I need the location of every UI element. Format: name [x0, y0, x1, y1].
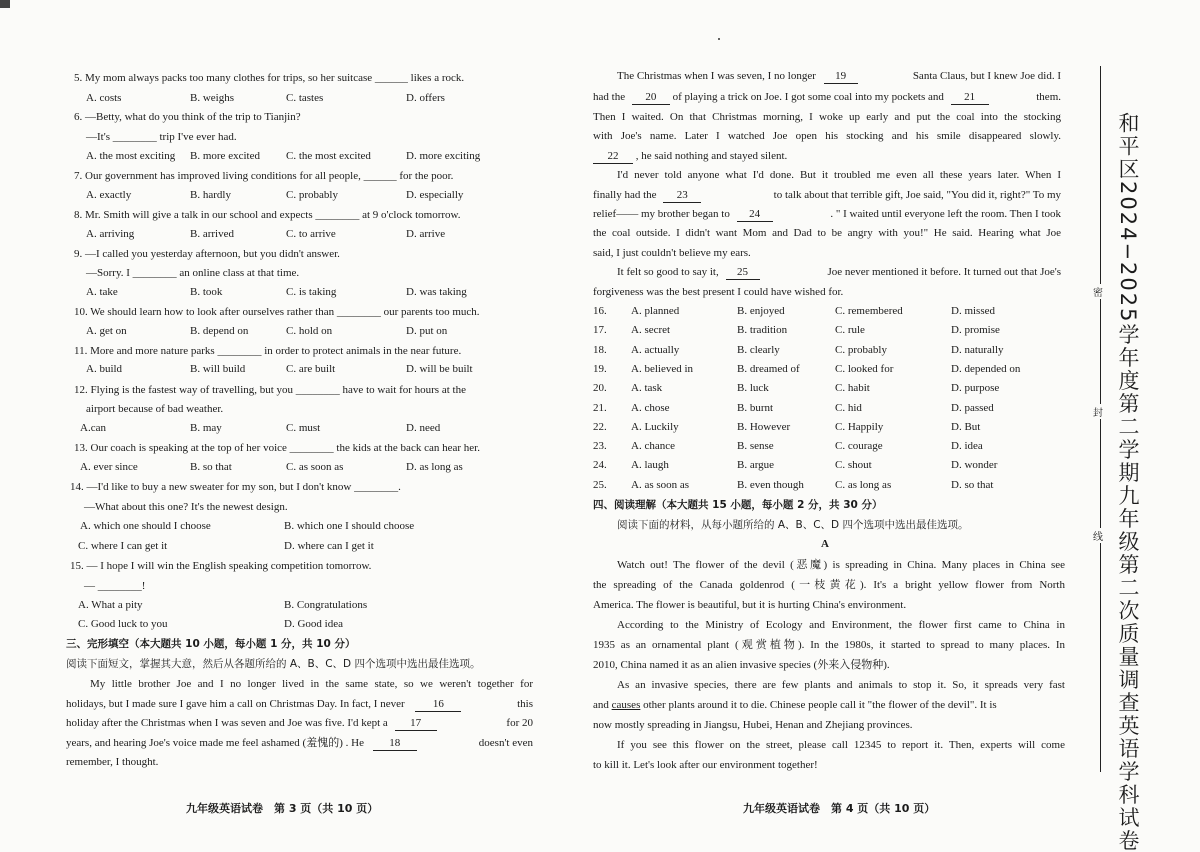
page-3	[0, 0, 585, 848]
section-4-title: 四、阅读理解（本大题共 15 小题，每小题 2 分，共 30 分）	[593, 499, 883, 511]
blank-19: 19	[824, 69, 858, 84]
reading-line-2: the spreading of the Canada goldenrod (一枝黄花). It's a bright yellow flower from North	[593, 579, 1065, 591]
reading-line-6: 2010, China named it as an alien invasive species (外来入侵物种).	[593, 659, 890, 671]
q5-option-b: B. weighs	[190, 92, 234, 104]
q11-option-d: D. will be built	[406, 363, 473, 375]
question-12: 12. Flying is the fastest way of travelling, but you ________ have to wait for hours at the	[74, 384, 466, 396]
passage-text: years, and hearing Joe's voice made me feel ashamed (羞愧的) . He	[66, 737, 364, 749]
cloze-option-a: A. as soon as	[631, 478, 690, 491]
reading-line-4: According to the Ministry of Ecology and Environment, the flower first came to China in	[617, 619, 1065, 631]
underlined-word-causes: causes	[611, 699, 641, 711]
cloze-option-number: 25.	[593, 478, 607, 491]
cloze-text: had the	[593, 91, 626, 103]
cloze-option-number: 24.	[593, 459, 607, 472]
q14-option-b: B. which one I should choose	[284, 520, 415, 532]
question-5: 5. My mom always packs too many clothes for trips, so her suitcase ______ likes a rock.	[74, 72, 465, 84]
reading-text: and	[593, 699, 609, 711]
passage-line-3	[66, 716, 533, 731]
cloze-option-b: B. sense	[737, 440, 774, 453]
reading-line-9: now mostly spreading in Jiangsu, Hubei, Henan and Zhejiang provinces.	[593, 719, 913, 731]
section-3-title: 三、完形填空（本大题共 10 小题，每小题 1 分，共 10 分）	[66, 638, 356, 650]
q12-option-a: A.can	[80, 422, 106, 434]
passage-line-4	[66, 736, 533, 751]
question-15-line2: — ________!	[84, 580, 146, 592]
cloze-option-d: D. promise	[951, 324, 1000, 337]
cloze-option-a: A. Luckily	[631, 420, 679, 433]
q15-option-d: D. Good idea	[284, 618, 343, 630]
cloze-line-10: said, I just couldn't believe my ears.	[593, 247, 751, 259]
blank-25: 25	[726, 265, 760, 280]
reading-line-3: America. The flower is beautiful, but it is hurting China's environment.	[593, 599, 907, 611]
cloze-option-b: B. However	[737, 420, 791, 433]
cloze-option-b: B. argue	[737, 459, 775, 472]
cloze-option-b: B. luck	[737, 382, 769, 395]
q7-option-a: A. exactly	[86, 189, 132, 201]
cloze-option-number: 17.	[593, 324, 607, 337]
q10-option-b: B. depend on	[190, 325, 249, 337]
cloze-option-c: C. as long as	[835, 478, 892, 491]
question-6-line2: —It's ________ trip I've ever had.	[86, 131, 237, 143]
q7-option-b: B. hardly	[190, 189, 231, 201]
cloze-option-c: C. Happily	[835, 420, 884, 433]
q6-option-a: A. the most exciting	[86, 150, 176, 162]
passage-line-2	[66, 697, 533, 712]
q10-option-a: A. get on	[86, 325, 127, 337]
cloze-option-a: A. believed in	[631, 362, 694, 375]
passage-a-label: A	[821, 538, 829, 550]
cloze-option-a: A. planned	[631, 305, 680, 317]
cloze-text: Joe never mentioned it before. It turned out that Joe's	[827, 266, 1061, 278]
reading-line-1: Watch out! The flower of the devil (恶魔) is spreading in China. Many places in China see	[617, 559, 1065, 571]
cloze-option-number: 18.	[593, 343, 607, 356]
reading-line-11: to kill it. Let's look after our environment together!	[593, 759, 818, 771]
cloze-option-number: 22.	[593, 420, 607, 433]
cloze-option-a: A. chance	[631, 440, 675, 453]
q15-option-a: A. What a pity	[78, 599, 143, 611]
blank-22: 22	[593, 149, 633, 164]
page-4-footer: 九年级英语试卷 第 4 页（共 10 页）	[743, 802, 936, 815]
cloze-option-d: D. idea	[951, 440, 983, 453]
cloze-option-b: B. enjoyed	[737, 305, 785, 317]
cloze-option-b: B. tradition	[737, 324, 788, 337]
cloze-text: The Christmas when I was seven, I no longer	[617, 70, 816, 82]
seal-mark-xian: 线	[1093, 528, 1103, 543]
q7-option-d: D. especially	[406, 189, 464, 201]
question-14-line2: —What about this one? It's the newest design.	[84, 501, 288, 513]
q6-option-b: B. more excited	[190, 150, 260, 162]
exam-side-title: 和平区2024−2025学年度第二学期九年级第二次质量调查英语学科试卷	[1116, 112, 1140, 852]
cloze-line-7	[593, 188, 1061, 203]
q5-option-d: D. offers	[406, 92, 445, 104]
q9-option-b: B. took	[190, 286, 223, 298]
cloze-text: . " I waited until everyone left the room. Then I took	[830, 208, 1061, 220]
q10-option-d: D. put on	[406, 325, 448, 337]
blank-21: 21	[951, 90, 989, 105]
cloze-line-5	[593, 149, 787, 164]
q12-option-d: D. need	[406, 422, 441, 434]
q6-option-d: D. more exciting	[406, 150, 481, 162]
cloze-option-c: C. courage	[835, 440, 883, 453]
cloze-option-c: C. hid	[835, 401, 862, 414]
question-11: 11. More and more nature parks ________ in order to protect animals in the near future.	[74, 345, 462, 357]
blank-16: 16	[415, 697, 461, 712]
passage-line-1: My little brother Joe and I no longer lived in the same state, so we weren't together for	[90, 678, 533, 690]
cloze-option-d: D. But	[951, 420, 981, 433]
q5-option-c: C. tastes	[286, 92, 324, 104]
cloze-option-a: A. actually	[631, 343, 680, 356]
q14-option-c: C. where I can get it	[78, 540, 168, 552]
cloze-text: It felt so good to say it,	[617, 266, 719, 278]
cloze-option-a: A. chose	[631, 401, 670, 414]
q11-option-c: C. are built	[286, 363, 336, 375]
q13-option-b: B. so that	[190, 461, 232, 473]
blank-23: 23	[663, 188, 701, 203]
reading-line-7: As an invasive species, there are few plants and animals to stop it. So, it spreads very fast	[617, 679, 1065, 691]
cloze-option-number: 16.	[593, 305, 607, 317]
cloze-line-6: I'd never told anyone what I'd done. But it troubled me even all these years later. When I	[617, 169, 1061, 181]
cloze-option-d: D. missed	[951, 305, 995, 317]
page-4	[585, 0, 1105, 848]
seal-mark-mi: 密	[1093, 284, 1103, 299]
q8-option-a: A. arriving	[86, 228, 135, 240]
question-9-line2: —Sorry. I ________ an online class at that time.	[86, 267, 300, 279]
question-12-line2: airport because of bad weather.	[86, 403, 224, 415]
q15-option-c: C. Good luck to you	[78, 618, 168, 630]
question-7: 7. Our government has improved living conditions for all people, ______ for the poor.	[74, 170, 454, 182]
q11-option-a: A. build	[86, 363, 123, 375]
question-8: 8. Mr. Smith will give a talk in our school and expects ________ at 9 o'clock tomorrow.	[74, 209, 461, 221]
q9-option-d: D. was taking	[406, 286, 467, 298]
q8-option-c: C. to arrive	[286, 228, 336, 240]
cloze-text: them.	[1036, 91, 1061, 103]
cloze-line-1	[617, 69, 1061, 84]
cloze-option-d: D. purpose	[951, 382, 1000, 395]
cloze-line-8	[593, 207, 1061, 222]
cloze-text: to talk about that terrible gift, Joe said, "You did it, right?" To my	[773, 189, 1061, 201]
q14-option-a: A. which one should I choose	[80, 520, 211, 532]
reading-line-5: 1935 as an ornamental plant (观赏植物). In the 1980s, it started to spread to many places. In	[593, 639, 1065, 651]
q7-option-c: C. probably	[286, 189, 338, 201]
seal-mark-feng: 封	[1093, 404, 1103, 419]
cloze-line-2	[593, 90, 1061, 105]
cloze-text: , he said nothing and stayed silent.	[635, 150, 788, 162]
passage-text: this	[517, 698, 533, 710]
blank-17: 17	[395, 716, 437, 731]
q9-option-a: A. take	[86, 286, 118, 298]
q5-option-a: A. costs	[86, 92, 122, 104]
section-3-instruction: 阅读下面短文，掌握其大意，然后从各题所给的 A、B、C、D 四个选项中选出最佳选项。	[66, 658, 481, 670]
q13-option-a: A. ever since	[80, 461, 138, 473]
cloze-line-9: the coal outside. I didn't want Mom and Dad to be angry with you!" He said. Hearing what Joe	[593, 227, 1061, 239]
blank-18: 18	[373, 736, 417, 751]
q6-option-c: C. the most excited	[286, 150, 371, 162]
question-10: 10. We should learn how to look after ourselves rather than ________ our parents too much.	[74, 306, 480, 318]
cloze-option-c: C. remembered	[835, 305, 903, 317]
question-14: 14. —I'd like to buy a new sweater for my son, but I don't know ________.	[70, 481, 401, 493]
q12-option-b: B. may	[190, 422, 222, 434]
cloze-line-3: Then I waited. On that Christmas morning, I woke up early and put the coal into the stocking	[593, 111, 1061, 123]
binding-line	[1100, 66, 1101, 772]
cloze-option-a: A. secret	[631, 324, 671, 337]
cloze-option-a: A. task	[631, 382, 663, 395]
cloze-line-12: forgiveness was the best present I could have wished for.	[593, 286, 844, 298]
cloze-option-number: 21.	[593, 401, 607, 414]
reading-line-8	[593, 698, 1065, 712]
q13-option-d: D. as long as	[406, 461, 463, 473]
blank-20: 20	[632, 90, 670, 105]
q12-option-c: C. must	[286, 422, 321, 434]
cloze-option-d: D. naturally	[951, 343, 1004, 356]
cloze-option-d: D. so that	[951, 478, 994, 491]
cloze-option-b: B. even though	[737, 478, 804, 491]
blank-24: 24	[737, 207, 773, 222]
cloze-option-b: B. clearly	[737, 343, 780, 356]
q9-option-c: C. is taking	[286, 286, 337, 298]
cloze-option-d: D. wonder	[951, 459, 998, 472]
passage-text: holiday after the Christmas when I was seven and Joe was five. I'd kept a	[66, 717, 388, 729]
question-9: 9. —I called you yesterday afternoon, but you didn't answer.	[74, 248, 340, 260]
cloze-option-number: 19.	[593, 362, 607, 375]
cloze-option-b: B. burnt	[737, 401, 774, 414]
cloze-text: of playing a trick on Joe. I got some coal into my pockets and	[672, 91, 944, 103]
question-15: 15. — I hope I will win the English speaking competition tomorrow.	[70, 560, 372, 572]
passage-line-5: remember, I thought.	[66, 756, 159, 768]
cloze-line-11	[617, 265, 1061, 280]
cloze-option-c: C. habit	[835, 382, 870, 395]
cloze-option-d: D. passed	[951, 401, 994, 414]
q13-option-c: C. as soon as	[286, 461, 344, 473]
cloze-option-c: C. rule	[835, 324, 865, 337]
cloze-option-c: C. looked for	[835, 362, 894, 375]
reading-text: other plants around it to die. Chinese people call it "the flower of the devil". It is	[643, 699, 997, 711]
section-4-instruction: 阅读下面的材料，从每小题所给的 A、B、C、D 四个选项中选出最佳选项。	[617, 519, 969, 531]
page-3-footer: 九年级英语试卷 第 3 页（共 10 页）	[186, 802, 379, 815]
cloze-option-number: 20.	[593, 382, 607, 395]
cloze-option-d: D. depended on	[951, 362, 1021, 375]
q14-option-d: D. where can I get it	[284, 540, 374, 552]
q11-option-b: B. will build	[190, 363, 246, 375]
cloze-option-c: C. probably	[835, 343, 887, 356]
q15-option-b: B. Congratulations	[284, 599, 368, 611]
q8-option-b: B. arrived	[190, 228, 234, 240]
passage-text: holidays, but I made sure I gave him a call on Christmas Day. In fact, I never	[66, 698, 405, 710]
passage-text: for 20	[506, 717, 533, 729]
cloze-text: finally had the	[593, 189, 657, 201]
question-13: 13. Our coach is speaking at the top of her voice ________ the kids at the back can hear her.	[74, 442, 480, 454]
cloze-option-b: B. dreamed of	[737, 362, 800, 375]
q8-option-d: D. arrive	[406, 228, 446, 240]
question-6: 6. —Betty, what do you think of the trip to Tianjin?	[74, 111, 301, 123]
cloze-text: relief—— my brother began to	[593, 208, 730, 220]
cloze-text: Santa Claus, but I knew Joe did. I	[912, 70, 1061, 82]
passage-text: doesn't even	[478, 737, 533, 749]
cloze-line-4: with Joe's name. Later I watched Joe open his stocking and his smile disappeared slowly.	[593, 130, 1061, 142]
cloze-option-c: C. shout	[835, 459, 872, 472]
reading-line-10: If you see this flower on the street, please call 12345 to report it. Then, experts will come	[617, 739, 1065, 751]
cloze-option-number: 23.	[593, 440, 607, 453]
q10-option-c: C. hold on	[286, 325, 333, 337]
cloze-option-a: A. laugh	[631, 459, 669, 472]
